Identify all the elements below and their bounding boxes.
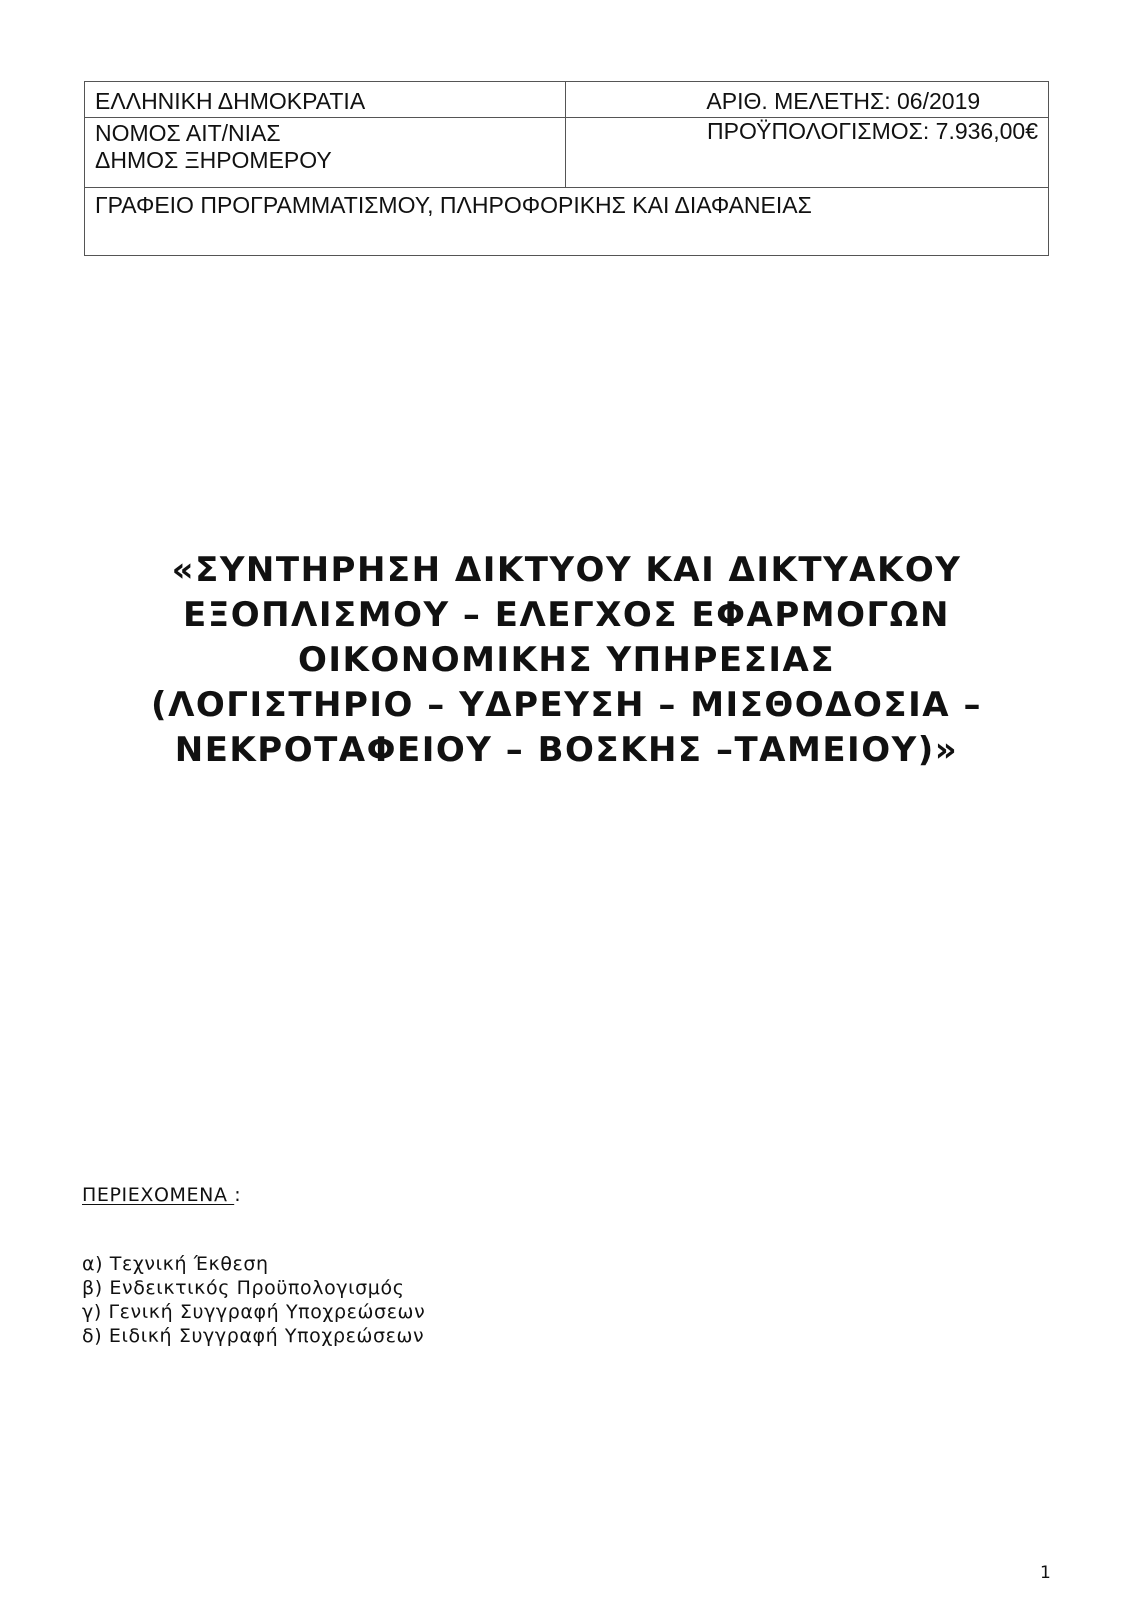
list-item: α) Τεχνική Έκθεση: [82, 1253, 269, 1275]
republic-cell: [85, 82, 566, 118]
municipality-label: ΔΗΜΟΣ ΞΗΡΟΜΕΡΟΥ: [95, 147, 332, 173]
contents-section: [82, 1183, 426, 1347]
budget-cell: [566, 118, 1049, 188]
list-item: β) Ενδεικτικός Προϋπολογισμός: [82, 1277, 405, 1299]
office-cell: [85, 188, 1049, 256]
title-line: «ΣΥΝΤΗΡΗΣΗ ΔΙΚΤΥΟΥ ΚΑΙ ΔΙΚΤΥΑΚΟΥ: [171, 550, 962, 590]
header-row: [85, 118, 1049, 188]
budget-amount: ΠΡΟΫΠΟΛΟΓΙΣΜΟΣ: 7.936,00€: [707, 118, 1038, 144]
header-row: [85, 188, 1049, 256]
list-item: γ) Γενική Συγγραφή Υποχρεώσεων: [82, 1301, 426, 1323]
title-line: ΟΙΚΟΝΟΜΙΚΗΣ ΥΠΗΡΕΣΙΑΣ: [297, 640, 836, 680]
list-item: δ) Ειδική Συγγραφή Υποχρεώσεων: [82, 1325, 425, 1347]
title-line: (ΛΟΓΙΣΤΗΡΙΟ – ΥΔΡΕΥΣΗ – ΜΙΣΘΟΔΟΣΙΑ –: [151, 685, 982, 725]
contents-heading-colon: :: [234, 1184, 242, 1206]
title-line: ΝΕΚΡΟΤΑΦΕΙΟΥ – ΒΟΣΚΗΣ –ΤΑΜΕΙΟΥ)»: [174, 730, 959, 770]
page-number: 1: [1040, 1563, 1051, 1583]
authority-cell: [85, 118, 566, 188]
contents-heading-text: ΠΕΡΙΕΧΟΜΕΝΑ: [82, 1184, 235, 1206]
header-table: [84, 81, 1049, 256]
study-number-cell: [566, 82, 1049, 118]
office-label: ΓΡΑΦΕΙΟ ΠΡΟΓΡΑΜΜΑΤΙΣΜΟΥ, ΠΛΗΡΟΦΟΡΙΚΗΣ ΚΑΙ ΔΙΑΦΑΝΕΙΑΣ: [95, 192, 812, 218]
title-line: ΕΞΟΠΛΙΣΜΟΥ – ΕΛΕΓΧΟΣ ΕΦΑΡΜΟΓΩΝ: [182, 595, 951, 635]
contents-heading: [82, 1183, 241, 1207]
study-number: ΑΡΙΘ. ΜΕΛΕΤΗΣ: 06/2019: [706, 88, 981, 114]
contents-list: [82, 1252, 425, 1348]
republic-label: ΕΛΛΗΝΙΚΗ ΔΗΜΟΚΡΑΤΙΑ: [95, 88, 366, 114]
prefecture-label: ΝΟΜΟΣ ΑΙΤ/ΝΙΑΣ: [95, 120, 281, 146]
header-row: [85, 82, 1049, 118]
document-title: [84, 548, 1049, 773]
